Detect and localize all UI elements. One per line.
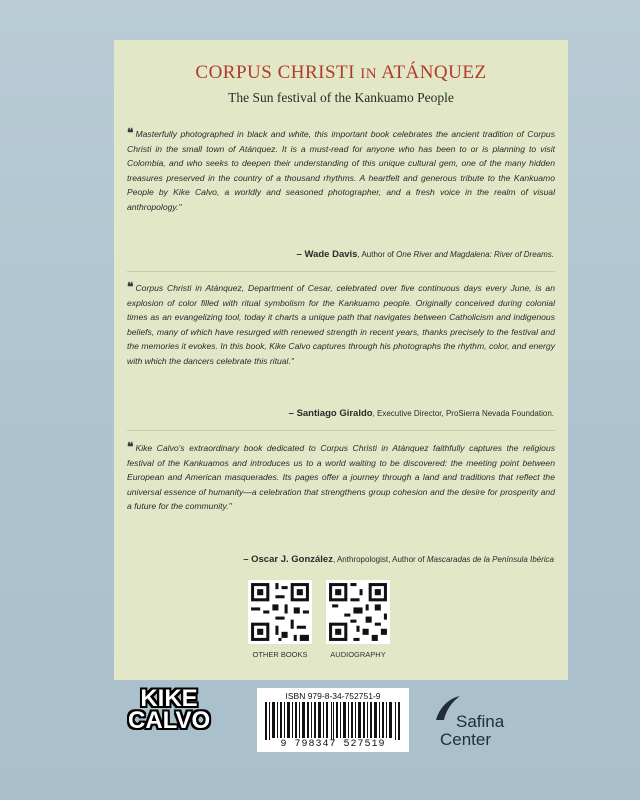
- isbn-barcode: [257, 688, 409, 752]
- quote-santiago-giraldo: [127, 280, 555, 369]
- attribution-oscar-gonzalez: [243, 554, 554, 565]
- barcode-digits: 9 798347 527519: [280, 739, 386, 750]
- qr-label-other-books: OTHER BOOKS: [252, 650, 308, 659]
- qr-code-audiography[interactable]: [326, 580, 390, 644]
- divider: [127, 271, 555, 272]
- safina-center-logo: [432, 694, 532, 754]
- title-part-in: IN: [360, 66, 378, 82]
- barcode-icon: [265, 702, 401, 740]
- kike-calvo-logo: [128, 685, 211, 740]
- safina-line-1: Safina: [456, 712, 505, 731]
- book-title: [114, 62, 568, 84]
- qr-code-other-books[interactable]: [248, 580, 312, 644]
- logo-line-1: KIKE: [140, 685, 198, 712]
- title-part-2: ATÁNQUEZ: [381, 62, 487, 83]
- book-subtitle: The Sun festival of the Kankuamo People: [228, 90, 454, 105]
- attribution-name: – Wade Davis: [296, 249, 358, 260]
- title-part-1: CORPUS CHRISTI: [195, 62, 355, 83]
- divider: [127, 430, 555, 431]
- attribution-name: – Santiago Giraldo: [288, 408, 373, 419]
- attribution-wade-davis: [297, 249, 554, 260]
- quote-mark-icon: ❝: [127, 440, 134, 454]
- quote-wade-davis: [127, 126, 555, 215]
- qr-icon: [326, 580, 390, 644]
- attribution-name: – Oscar J. González: [243, 554, 333, 565]
- attribution-santiago-giraldo: [289, 408, 554, 419]
- attribution-works: Mascaradas de la Península Ibérica: [426, 555, 554, 564]
- quote-mark-icon: ❝: [127, 280, 134, 294]
- qr-icon: [248, 580, 312, 644]
- safina-line-2: Center: [440, 730, 492, 749]
- quote-mark-icon: ❝: [127, 126, 134, 140]
- attribution-detail: , Author of: [357, 250, 397, 259]
- attribution-detail: , Executive Director, ProSierra Nevada Foundation.: [372, 409, 554, 418]
- attribution-detail: , Anthropologist, Author of: [332, 555, 427, 564]
- isbn-text: ISBN 979-8-34-752751-9: [285, 691, 381, 701]
- qr-label-audiography: AUDIOGRAPHY: [330, 650, 386, 659]
- quote-text: Kike Calvo's extraordinary book dedicated to Corpus Christi in Atánquez faithfully captures the religious festival of the Kankuamos and introduces us to a world waiting to be discovered: the meeting point between European and American masquerades. Its pages offer a journey through a land and traditions that reflect the universal essence of humanity—a celebration that strengthens group cohesion and the desire for prosperity and a future for the community.": [127, 443, 555, 512]
- quote-oscar-gonzalez: [127, 440, 555, 514]
- quote-text: Corpus Christi in Atánquez, Department of Cesar, celebrated over five continuous days every June, is an explosion of color filled with ritual symbolism for the Kankuamo people. Originally conceived during colonial times as an evangelizing tool, today it charts a unique path that navigates between Catholicism and indigenous beliefs, many of which have resurged with renewed strength in recent years, thanks precisely to the festival and the memories it evokes. In this book, Kike Calvo captures through his photographs the rhythm, color, and energy with which the dancers celebrate this ritual.": [127, 283, 555, 366]
- quote-text: Masterfully photographed in black and white, this important book celebrates the ancient tradition of Corpus Christi in the small town of Atánquez. It is a must-read for anyone who has been to or is planning to visit Colombia, and who seeks to deepen their understanding of this unique cultural gem, one of the many hidden treasures preserved in the country of a thousand rhythms. A heartfelt and generous tribute to the Kankuamo People by Kike Calvo, a worldly and seasoned photographer, and a fresh voice in the realm of visual anthropology.": [127, 129, 555, 212]
- attribution-works: One River and Magdalena: River of Dreams.: [396, 250, 554, 259]
- logo-line-2: CALVO: [128, 707, 211, 734]
- back-cover-panel: [114, 40, 568, 680]
